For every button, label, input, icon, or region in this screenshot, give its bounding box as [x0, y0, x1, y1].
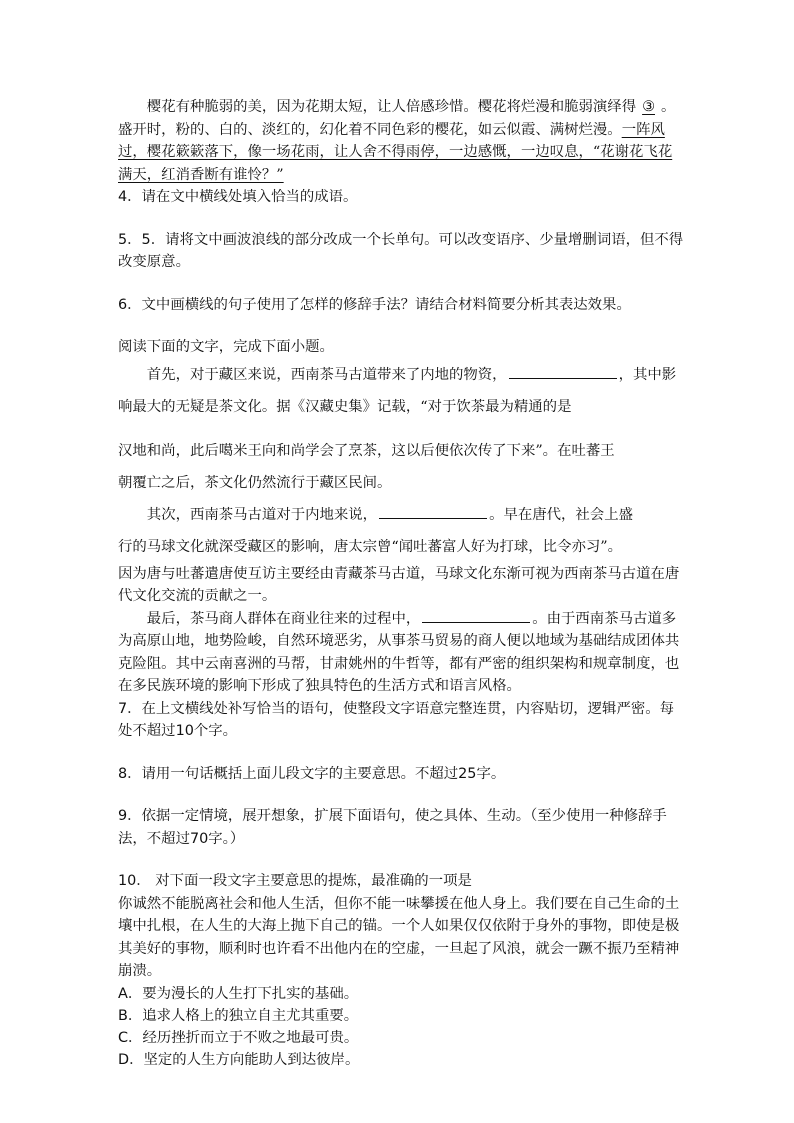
option-d[interactable]: D．坚定的人生方向能助人到达彼岸。 [118, 1051, 360, 1068]
blank-3: ③ [642, 99, 655, 115]
question-6: 6．文中画横线的句子使用了怎样的修辞手法？请结合材料简要分析其表达效果。 [118, 296, 631, 313]
underlined-sentence: 一阵风过，樱花簌簌落下，像一场花雨，让人舍不得雨停，一边感慨，一边叹息，“花谢花飞花满天，红消香断有谁怜？” [118, 121, 673, 183]
question-4: 4．请在文中横线处填入恰当的成语。 [118, 189, 358, 205]
answer-blank-3[interactable] [422, 608, 530, 623]
paragraph-2-c: 行的马球文化就深受藏区的影响，唐太宗曾“闻吐蕃富人好为打球，比令亦习”。 [118, 538, 622, 555]
question-8: 8．请用一句话概括上面儿段文字的主要意思。不超过25字。 [118, 765, 506, 782]
passage-sakura [118, 96, 685, 186]
paragraph-3-b: 。由于西南茶马古道多为高原山地，地势险峻，自然环境恶劣，从事茶马贸易的商人便以地域为基础结成团体共克险阻。其中云南喜洲的马帮，甘肃姚州的牛哲等，都有严密的组织架构和规章制度，也在多民族环境的影响下形成了独具特色的生活方式和语言风格。 [118, 610, 680, 694]
question-5: 5．5．请将文中画波浪线的部分改成一个长单句。可以改变语序、少量增删词语，但不得改变原意。 [118, 231, 684, 270]
reading-intro: 阅读下面的文字，完成下面小题。 [118, 339, 334, 355]
paragraph-2-b: 。早在唐代，社会上盛 [489, 506, 633, 523]
question-7: 7．在上文横线处补写恰当的语句，使整段文字语意完整连贯，内容贴切，逻辑严密。每处不超过10个字。 [118, 700, 675, 739]
question-10-stem: 10． 对下面一段文字主要意思的提炼，最准确的一项是 [118, 873, 472, 889]
question-10-passage: 你诚然不能脱离社会和他人生活，但你不能一味攀援在他人身上。我们要在自己生命的土壤中扎根，在人生的大海上抛下自己的锚。一个人如果仅仅依附于身外的事物，即使是极其美好的事物，顺利时也许看不出他内在的空虚，一旦起了风浪，就会一蹶不振乃至精神崩溃。 [118, 895, 680, 979]
paragraph-1-c: 汉地和尚，此后噶米王向和尚学会了烹茶，这以后便依次传了下来”。在吐蕃王 [118, 442, 615, 459]
option-b[interactable]: B．追求人格上的独立自主尤其重要。 [118, 1007, 359, 1024]
option-a[interactable]: A．要为漫长的人生打下扎实的基础。 [118, 985, 359, 1002]
option-c[interactable]: C．经历挫折而立于不败之地最可贵。 [118, 1029, 359, 1046]
paragraph-1-b: ，其中影响最大的无疑是茶文化。据《汉藏史集》记载，“对于饮茶最为精通的是 [118, 366, 677, 415]
answer-blank-1[interactable] [509, 364, 617, 379]
answer-blank-2[interactable] [379, 504, 487, 519]
paragraph-1-d: 朝覆亡之后，茶文化仍然流行于藏区民间。 [118, 474, 392, 491]
paragraph-2-d: 因为唐与吐蕃遣唐使互访主要经由青藏茶马古道，马球文化东渐可视为西南茶马古道在唐代文化交流的贡献之一。 [118, 565, 680, 604]
paragraph-3-a: 最后，茶马商人群体在商业往来的过程中， [146, 610, 421, 627]
paragraph-1 [118, 359, 685, 423]
passage-sakura-text-a: 樱花有种脆弱的美，因为花期太短，让人倍感珍惜。樱花将烂漫和脆弱演绎得 [146, 99, 637, 115]
question-9: 9．依据一定情境，展开想象，扩展下面语句，使之具体、生动。（至少使用一种修辞手法，不超过70字。） [118, 808, 667, 847]
passage-sakura-text-b: 。盛开时，粉的、白的、淡红的，幻化着不同色彩的樱花，如云似霞、满树烂漫。 [118, 99, 676, 138]
paragraph-2-a: 其次，西南茶马古道对于内地来说， [146, 506, 378, 523]
paragraph-2 [118, 499, 685, 531]
paragraph-1-a: 首先，对于藏区来说，西南茶马古道带来了内地的物资， [146, 366, 507, 383]
document-page [118, 96, 685, 1071]
paragraph-3 [118, 608, 685, 698]
